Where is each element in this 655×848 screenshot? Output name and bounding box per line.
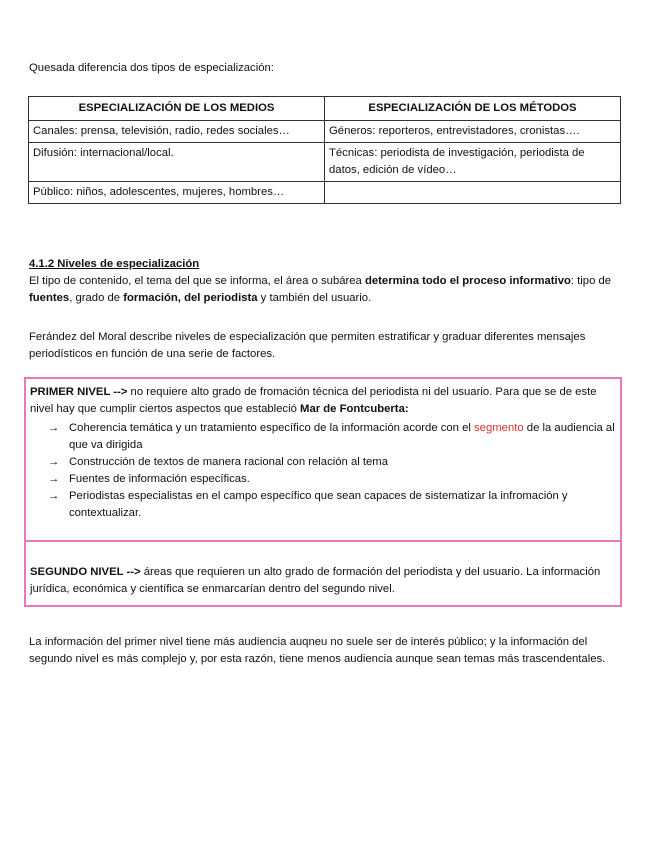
list-item: [30, 471, 615, 488]
intro-text: Quesada diferencia dos tipos de especialización:: [29, 62, 274, 74]
section-heading: 4.1.2 Niveles de especialización: [29, 258, 200, 270]
list-item: [30, 488, 615, 522]
highlight-segmento: segmento: [474, 422, 524, 434]
section-paragraph: [29, 273, 619, 307]
text-run: Coherencia temática y un tratamiento específico de la información acorde con el: [69, 422, 475, 434]
table-header-row: [29, 97, 621, 121]
text-run: Construcción de textos de manera racional con relación al tema: [69, 456, 388, 468]
bold-text: determina todo el proceso informativo: [364, 275, 571, 287]
arrow-icon: →: [48, 473, 60, 485]
arrow-icon: →: [48, 490, 60, 502]
text-run: de la audiencia al que va dirigida: [69, 422, 615, 451]
text-run: Periodistas especialistas en el campo específico que sean capaces de sistematizar la infromación y contextualizar.: [69, 490, 568, 519]
specialization-table: [28, 96, 621, 204]
levels-divider: [26, 540, 620, 542]
section-niveles: [29, 256, 619, 307]
text-run: Fuentes de información específicas.: [69, 473, 250, 485]
header-medios: ESPECIALIZACIÓN DE LOS MEDIOS: [29, 97, 325, 121]
text-run: y también del usuario.: [257, 292, 372, 304]
text-run: : tipo de: [570, 275, 612, 287]
author-name: Mar de Fontcuberta:: [300, 403, 409, 415]
table-row: [29, 143, 621, 182]
text-run: no requiere alto grado de fromación técnica del periodista ni del usuario. Para que se de este nivel hay que cumplir ciertos aspectos que estableció: [30, 386, 597, 415]
list-item: [30, 420, 615, 454]
arrow-icon: →: [48, 456, 60, 468]
second-level-block: [30, 564, 615, 598]
table-cell: Público: niños, adolescentes, mujeres, hombres…: [29, 182, 325, 204]
text-run: , grado de: [69, 292, 124, 304]
table-row: [29, 182, 621, 204]
first-level-list: [30, 420, 615, 522]
arrow-icon: →: [48, 422, 60, 434]
closing-paragraph: La información del primer nivel tiene más audiencia auqneu no suele ser de interés público; y la información del segundo nivel es más complejo y, por esta razón, tiene menos audiencia aunque sean temas más trascendentales.: [29, 636, 606, 665]
levels-box: [24, 377, 622, 607]
levels-description: Ferández del Moral describe niveles de especialización que permiten estratificar y graduar diferentes mensajes periodísticos en función de una serie de factores.: [29, 331, 586, 360]
list-item: [30, 454, 615, 471]
first-level-paragraph: [30, 384, 615, 418]
bold-text: formación, del periodista: [123, 292, 258, 304]
text-run: El tipo de contenido, el tema del que se informa, el área o subárea: [29, 275, 365, 287]
table-cell: Técnicas: periodista de investigación, periodista de datos, edición de vídeo…: [325, 143, 621, 182]
bold-text: fuentes: [29, 292, 70, 304]
table-cell: [325, 182, 621, 204]
table-row: [29, 121, 621, 143]
table-cell: Difusión: internacional/local.: [29, 143, 325, 182]
first-level-block: [30, 384, 615, 522]
table-cell: Canales: prensa, televisión, radio, redes sociales…: [29, 121, 325, 143]
table-cell: Géneros: reporteros, entrevistadores, cronistas….: [325, 121, 621, 143]
second-level-label: SEGUNDO NIVEL -->: [30, 566, 141, 578]
header-metodos: ESPECIALIZACIÓN DE LOS MÉTODOS: [325, 97, 621, 121]
text-run: áreas que requieren un alto grado de formación del periodista y del usuario. La información jurídica, económica y científica se enmarcarían dentro del segundo nivel.: [30, 566, 601, 595]
first-level-label: PRIMER NIVEL -->: [30, 386, 128, 398]
